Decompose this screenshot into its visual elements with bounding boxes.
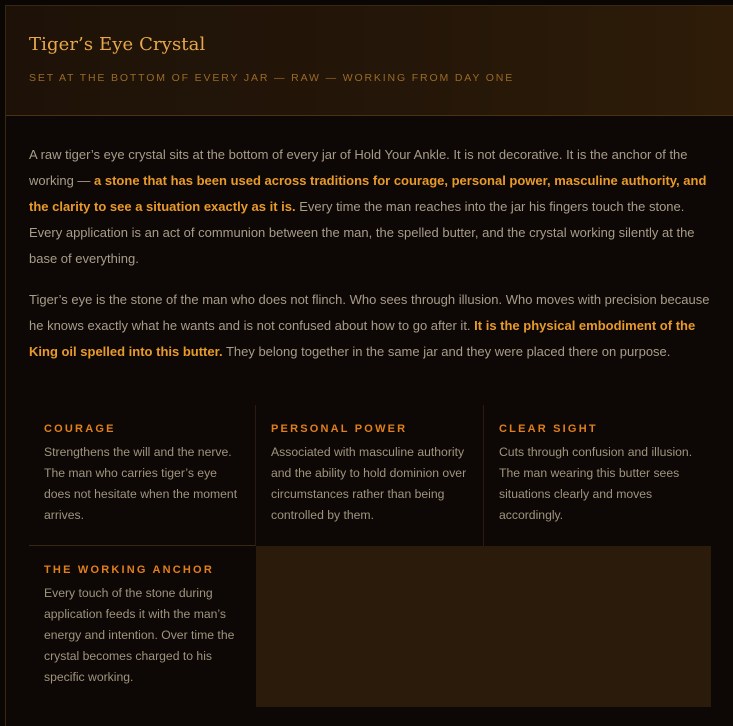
intro-paragraph xyxy=(29,142,710,272)
paragraph-text: A raw tiger’s eye crystal sits at the bottom of every jar of Hold Your Ankle. It is not decorative. It is the anchor of the working — xyxy=(29,147,688,188)
paragraph-text: They belong together in the same jar and they were placed there on purpose. xyxy=(222,344,671,359)
property-title: CLEAR SIGHT xyxy=(499,423,598,435)
paragraph-highlight: It is the physical embodiment of the King oil spelled into this butter. xyxy=(29,318,696,359)
property-description: Every touch of the stone during application feeds it with the man’s energy and intention. Over time the crystal becomes charged to his specific working. xyxy=(44,586,235,684)
property-title: COURAGE xyxy=(44,423,116,435)
property-card-courage xyxy=(29,405,256,546)
property-title: THE WORKING ANCHOR xyxy=(44,564,214,576)
panel-header xyxy=(6,6,733,116)
tigers-eye-panel xyxy=(5,5,733,726)
property-description: Strengthens the will and the nerve. The man who carries tiger’s eye does not hesitate when the moment arrives. xyxy=(44,445,238,522)
paragraph-text: Tiger’s eye is the stone of the man who does not flinch. Who sees through illusion. Who moves with precision because he knows exactly what he wants and is not confused about how to go after it. xyxy=(29,292,710,333)
properties-grid xyxy=(29,405,711,707)
property-description: Associated with masculine authority and the ability to hold dominion over circumstances rather than being controlled by them. xyxy=(271,445,467,522)
paragraph-highlight: a stone that has been used across traditions for courage, personal power, masculine authority, and the clarity to see a situation exactly as it is. xyxy=(29,173,707,214)
grid-filler-block xyxy=(256,546,711,707)
property-description: Cuts through confusion and illusion. The man wearing this butter sees situations clearly and moves accordingly. xyxy=(499,445,693,522)
property-title: PERSONAL POWER xyxy=(271,423,408,435)
section-title: Tiger’s Eye Crystal xyxy=(29,34,206,55)
section-subtitle: SET AT THE BOTTOM OF EVERY JAR — RAW — WORKING FROM DAY ONE xyxy=(29,72,515,84)
second-paragraph xyxy=(29,287,710,365)
property-card-working-anchor xyxy=(29,546,256,707)
paragraph-text: Every time the man reaches into the jar his fingers touch the stone. Every application is an act of communion between the man, the spelled butter, and the crystal working silently at the base of everything. xyxy=(29,199,695,266)
property-card-personal-power xyxy=(256,405,484,546)
property-card-clear-sight xyxy=(484,405,711,546)
panel-body xyxy=(6,116,733,365)
